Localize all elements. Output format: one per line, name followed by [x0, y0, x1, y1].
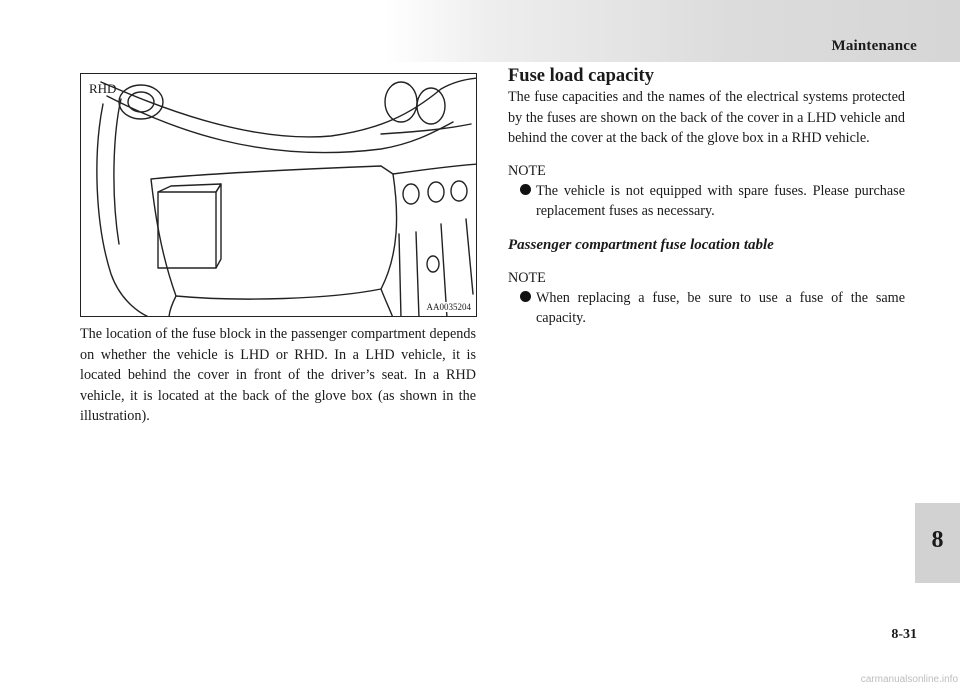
console-upper-line [381, 124, 471, 134]
note-text: When replacing a fuse, be sure to use a fuse of the same capacity. [536, 289, 905, 326]
section-title: Fuse load capacity [508, 66, 654, 86]
console-mid-line [393, 164, 477, 174]
console-line-4 [466, 219, 473, 294]
subheading: Passenger compartment fuse location table [508, 236, 774, 253]
dashboard-top-line [101, 78, 477, 137]
note-text: The vehicle is not equipped with spare fuses. Please purchase replacement fuses as necessary. [536, 182, 905, 219]
left-air-vent [119, 85, 163, 119]
door-pillar-line [97, 104, 151, 317]
console-knob-2 [428, 182, 444, 202]
console-knob-4 [427, 256, 439, 272]
glove-box-right-edge [381, 289, 393, 317]
right-column [508, 65, 905, 329]
note-label: NOTE [508, 269, 546, 286]
console-knob-3 [451, 181, 467, 201]
chapter-number: 8 [931, 527, 944, 553]
fuse-box-side [216, 184, 221, 268]
figure-label: RHD [89, 81, 117, 96]
bullet-icon [520, 288, 534, 305]
note-item [508, 181, 905, 222]
fuse-capacity-paragraph: The fuse capacities and the names of the electrical systems protected by the fuses are shown on the back of the cover in a LHD vehicle and behind the cover at the back of the glove box in a RHD vehicle. [508, 89, 905, 146]
fuse-block-illustration [80, 73, 477, 317]
note-label: NOTE [508, 162, 546, 179]
glove-box-lower-edge [169, 296, 176, 317]
chapter-tab[interactable] [915, 503, 960, 583]
dashboard-line-drawing [81, 74, 477, 317]
watermark[interactable]: carmanualsonline.info [860, 674, 958, 685]
fuse-location-paragraph: The location of the fuse block in the passenger compartment depends on whether the vehicle is LHD or RHD. In a LHD vehicle, it is located behind the cover in front of the driver’s seat. In a RHD vehicle, it is located at the back of the glove box (as shown in the illustration). [80, 326, 476, 424]
center-vent-right [417, 88, 445, 124]
console-knob-1 [403, 184, 419, 204]
figure-code: AA0035204 [426, 302, 471, 312]
running-header: Maintenance [831, 38, 917, 54]
bullet-icon [520, 181, 534, 198]
door-trim-line [114, 99, 121, 244]
fuse-box-front [158, 192, 216, 268]
note-item [508, 288, 905, 329]
fuse-box-top [158, 184, 221, 192]
console-line-1 [399, 234, 401, 317]
page-number: 8-31 [891, 627, 917, 642]
dashboard-edge-line [107, 96, 453, 153]
console-line-2 [416, 232, 419, 317]
